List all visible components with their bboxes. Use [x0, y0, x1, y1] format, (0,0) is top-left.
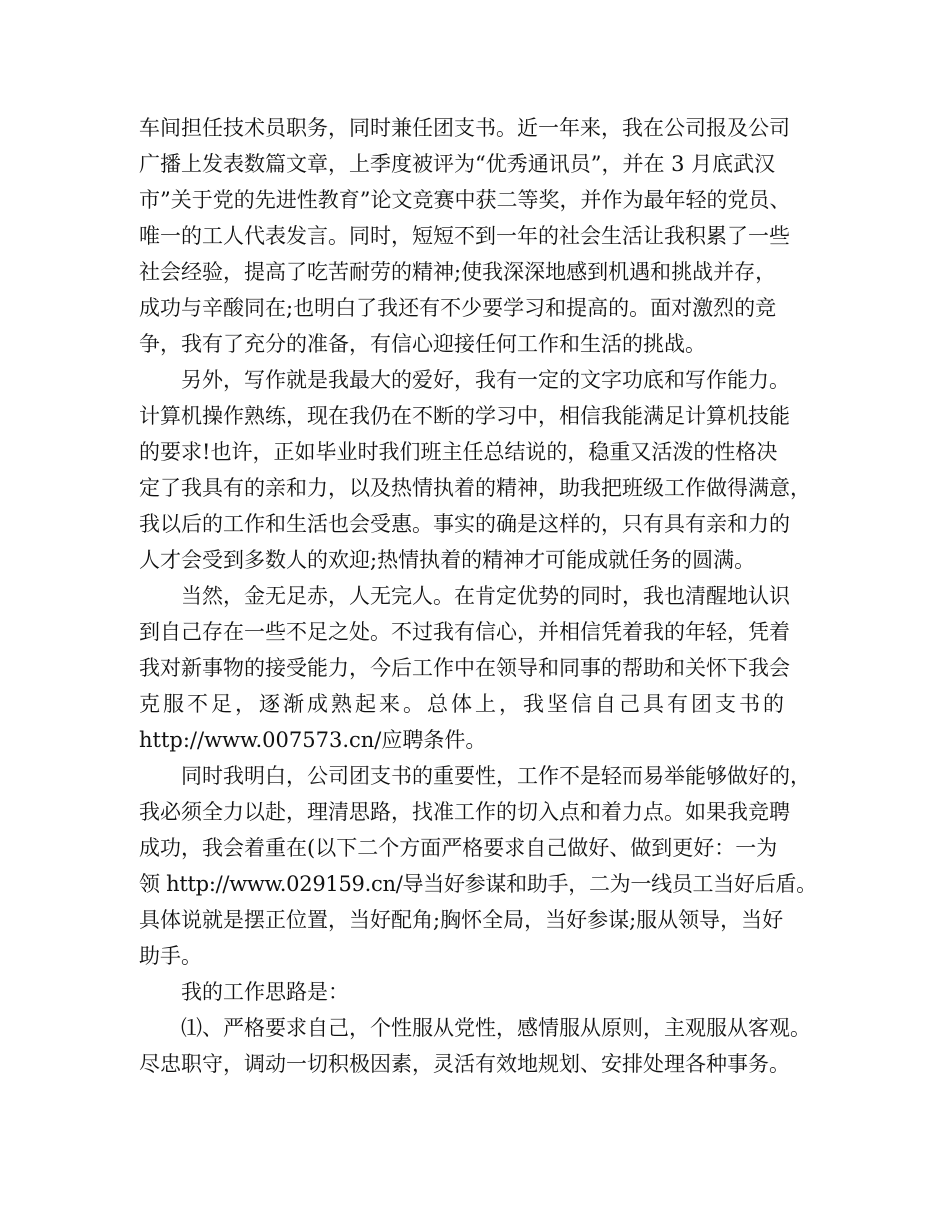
text-line: 助手。 — [139, 944, 202, 968]
text-line: 具体说就是摆正位置，当好配角;胸怀全局，当好参谋;服从领导，当好 — [139, 908, 784, 932]
text-line: 广播上发表数篇文章，上季度被评为“优秀通讯员”，并在 3 月底武汉 — [139, 152, 776, 176]
text-line: 我必须全力以赴，理清思路，找准工作的切入点和着力点。如果我竞聘 — [139, 800, 790, 824]
paragraph-start-line: 当然，金无足赤，人无完人。在肯定优势的同时，我也清醒地认识 — [181, 584, 790, 608]
paragraph-start-line: 我的工作思路是： — [181, 980, 349, 1004]
text-line: 我以后的工作和生活也会受惠。事实的确是这样的，只有具有亲和力的 — [139, 512, 790, 536]
document-body — [139, 110, 819, 1082]
text-line: 人才会受到多数人的欢迎;热情执着的精神才可能成就任务的圆满。 — [139, 548, 756, 572]
text-line: 定了我具有的亲和力，以及热情执着的精神，助我把班级工作做得满意， — [139, 476, 811, 500]
paragraph-start-line: 同时我明白，公司团支书的重要性，工作不是轻而易举能够做好的， — [181, 764, 811, 788]
text-line: 成功，我会着重在(以下二个方面严格要求自己做好、做到更好：一为 — [139, 836, 778, 860]
text-line: 唯一的工人代表发言。同时，短短不到一年的社会生活让我积累了一些 — [139, 224, 790, 248]
text-line: 市”关于党的先进性教育”论文竞赛中获二等奖，并作为最年轻的党员、 — [139, 188, 791, 212]
text-line: 争，我有了充分的准备，有信心迎接任何工作和生活的挑战。 — [139, 332, 706, 356]
text-line: 车间担任技术员职务，同时兼任团支书。近一年来，我在公司报及公司 — [139, 116, 790, 140]
text-line: 到自己存在一些不足之处。不过我有信心，并相信凭着我的年轻，凭着 — [139, 620, 790, 644]
url-line: http://www.007573.cn/应聘条件。 — [139, 728, 487, 752]
text-line: 尽忠职守，调动一切积极因素，灵活有效地规划、安排处理各种事务。 — [139, 1052, 790, 1076]
text-line: 克服不足，逐渐成熟起来。总体上，我坚信自己具有团支书的 — [139, 692, 787, 716]
list-item-line: ⑴、严格要求自己，个性服从党性，感情服从原则，主观服从客观。 — [181, 1016, 811, 1040]
text-line: 社会经验，提高了吃苦耐劳的精神;使我深深地感到机遇和挑战并存， — [139, 260, 777, 284]
text-line: 计算机操作熟练，现在我仍在不断的学习中，相信我能满足计算机技能 — [139, 404, 790, 428]
text-line: 成功与辛酸同在;也明白了我还有不少要学习和提高的。面对激烈的竞 — [139, 296, 777, 320]
text-line: 领 http://www.029159.cn/导当好参谋和助手，二为一线员工当好后盾。 — [139, 872, 817, 896]
text-line: 的要求!也许，正如毕业时我们班主任总结说的，稳重又活泼的性格决 — [139, 440, 778, 464]
text-line: 我对新事物的接受能力，今后工作中在领导和同事的帮助和关怀下我会 — [139, 656, 790, 680]
paragraph-start-line: 另外，写作就是我最大的爱好，我有一定的文字功底和写作能力。 — [181, 368, 790, 392]
